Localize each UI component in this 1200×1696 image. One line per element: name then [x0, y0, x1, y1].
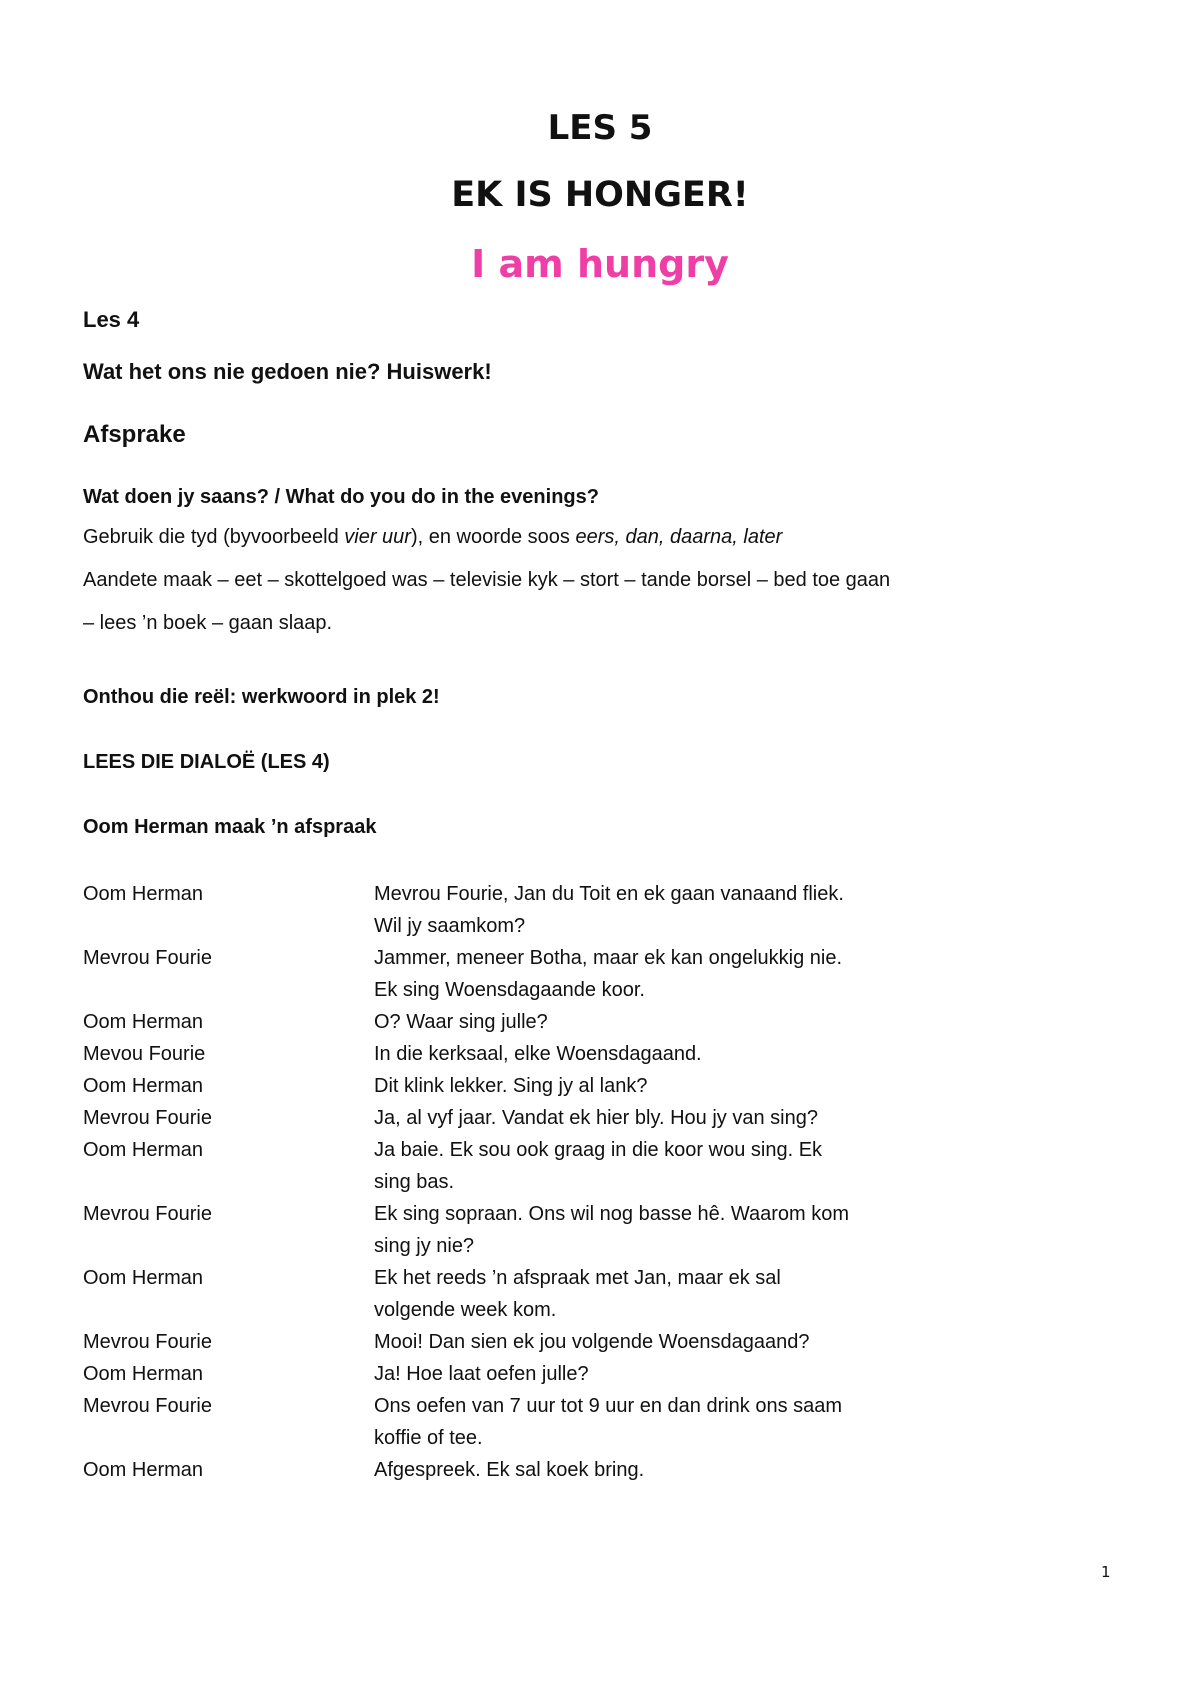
instruction-line: [83, 526, 782, 549]
dialogue-line: [83, 1038, 1103, 1070]
speech-text: Dit klink lekker. Sing jy al lank?: [374, 1075, 648, 1097]
dialogue-title: Oom Herman maak ’n afspraak: [83, 816, 377, 838]
speech-text: Jammer, meneer Botha, maar ek kan ongelukkig nie. Ek sing Woensdagaande koor.: [374, 947, 843, 1001]
afsprake-heading: Afsprake: [83, 421, 186, 448]
activities-line-1: Aandete maak – eet – skottelgoed was – televisie kyk – stort – tande borsel – bed toe gaan: [83, 569, 891, 591]
speaker-name: Oom Herman: [83, 1011, 204, 1033]
reading-heading: LEES DIE DIALOË (LES 4): [83, 751, 330, 773]
lesson-number: LES 5: [547, 108, 653, 148]
speech-text: In die kerksaal, elke Woensdagaand.: [374, 1043, 702, 1065]
dialogue-line: [83, 878, 1103, 942]
speech-text: Ek sing sopraan. Ons wil nog basse hê. Waarom kom sing jy nie?: [374, 1203, 850, 1257]
speaker-name: Mevou Fourie: [83, 1043, 206, 1065]
dialogue-line: [83, 1198, 1103, 1262]
speaker-name: Oom Herman: [83, 1459, 204, 1481]
instruction-example: vier uur: [344, 526, 411, 548]
dialogue-line: [83, 1454, 1103, 1486]
review-question: Wat het ons nie gedoen nie? Huiswerk!: [83, 359, 492, 384]
speech-text: Mooi! Dan sien ek jou volgende Woensdagaand?: [374, 1331, 810, 1353]
dialogue-line: [83, 1358, 1103, 1390]
speech-text: Ja! Hoe laat oefen julle?: [374, 1363, 589, 1385]
speaker-name: Mevrou Fourie: [83, 947, 212, 969]
speech-text: Ek het reeds ’n afspraak met Jan, maar ek sal volgende week kom.: [374, 1267, 781, 1321]
dialogue-line: [83, 1102, 1103, 1134]
dialogue-line: [83, 1134, 1103, 1198]
speech-text: Mevrou Fourie, Jan du Toit en ek gaan vanaand fliek. Wil jy saamkom?: [374, 883, 844, 937]
instruction-words: eers, dan, daarna, later: [575, 526, 783, 548]
lesson-subtitle: I am hungry: [471, 242, 729, 286]
dialogue-line: [83, 1390, 1103, 1454]
lesson-title: EK IS HONGER!: [451, 175, 749, 215]
speaker-name: Mevrou Fourie: [83, 1331, 212, 1353]
instruction-mid: ), en woorde soos: [410, 526, 576, 548]
evening-question: Wat doen jy saans? / What do you do in the evenings?: [83, 486, 599, 508]
speech-text: Ons oefen van 7 uur tot 9 uur en dan drink ons saam koffie of tee.: [374, 1395, 843, 1449]
dialogue-line: [83, 1070, 1103, 1102]
speaker-name: Mevrou Fourie: [83, 1203, 212, 1225]
speaker-name: Mevrou Fourie: [83, 1395, 212, 1417]
grammar-rule: Onthou die reël: werkwoord in plek 2!: [83, 686, 440, 708]
speaker-name: Oom Herman: [83, 1139, 204, 1161]
page-number: 1: [1101, 1563, 1111, 1581]
speaker-name: Oom Herman: [83, 1267, 204, 1289]
activities-line-2: – lees ’n boek – gaan slaap.: [83, 612, 333, 634]
dialogue-line: [83, 1262, 1103, 1326]
dialogue-line: [83, 942, 1103, 1006]
speech-text: O? Waar sing julle?: [374, 1011, 548, 1033]
speech-text: Ja, al vyf jaar. Vandat ek hier bly. Hou jy van sing?: [374, 1107, 818, 1129]
dialogue-line: [83, 1326, 1103, 1358]
speech-text: Ja baie. Ek sou ook graag in die koor wou sing. Ek sing bas.: [374, 1139, 823, 1193]
speaker-name: Oom Herman: [83, 883, 204, 905]
dialogue-line: [83, 1006, 1103, 1038]
speaker-name: Oom Herman: [83, 1363, 204, 1385]
speaker-name: Oom Herman: [83, 1075, 204, 1097]
speech-text: Afgespreek. Ek sal koek bring.: [374, 1459, 645, 1481]
instruction-pre: Gebruik die tyd (byvoorbeeld: [83, 526, 345, 548]
speaker-name: Mevrou Fourie: [83, 1107, 212, 1129]
dialogue: [83, 878, 1103, 1486]
review-label: Les 4: [83, 307, 140, 332]
